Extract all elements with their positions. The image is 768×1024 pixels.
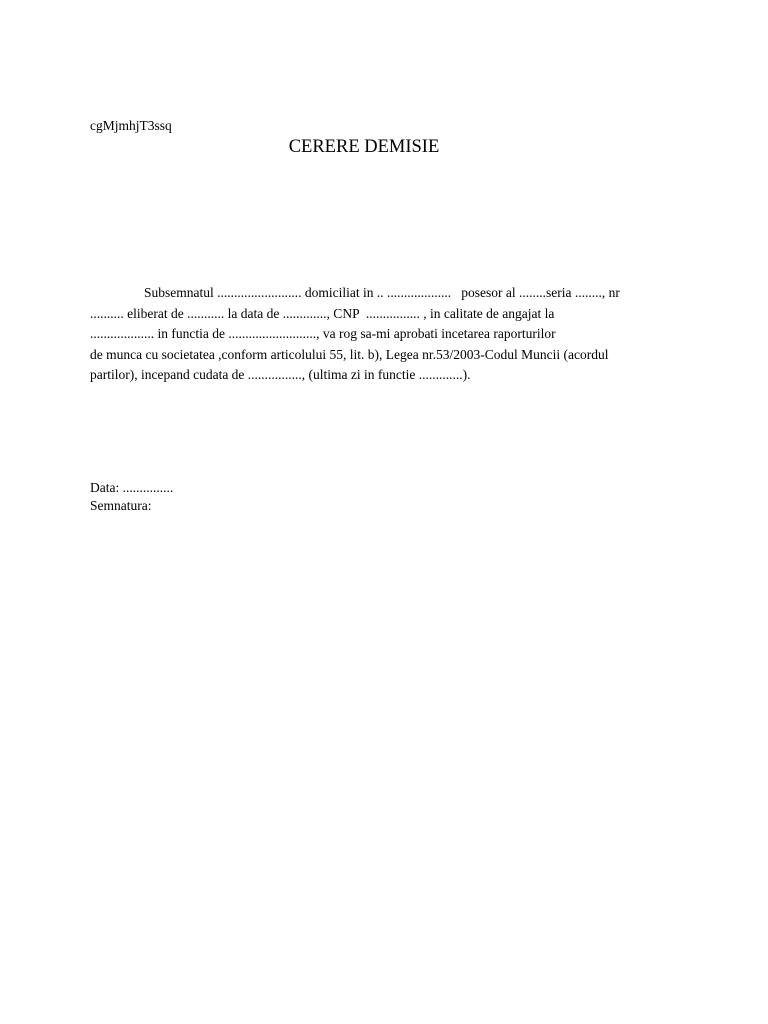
body-line: .......... eliberat de ........... la data de ............., CNP ................ , in calitate de angajat la [90,305,555,321]
date-line: Data: ............... [90,480,174,495]
body-line: partilor), incepand cudata de ................, (ultima zi in functie .............). [90,367,471,382]
document-body [90,283,690,386]
document-title: CERERE DEMISIE [288,137,440,157]
document-footer [90,479,173,515]
document-code: cgMjmhjT3ssq [90,118,172,133]
signature-line: Semnatura: [90,498,152,513]
body-line: ................... in functia de .........................., va rog sa-mi aprobati incetarea raporturilor [90,326,556,341]
body-line: de munca cu societatea ,conform articolului 55, lit. b), Legea nr.53/2003-Codul Muncii (acordul [90,346,609,362]
body-line: Subsemnatul ......................... domiciliat in .. ................... posesor al ........seria ........, nr [144,285,620,300]
